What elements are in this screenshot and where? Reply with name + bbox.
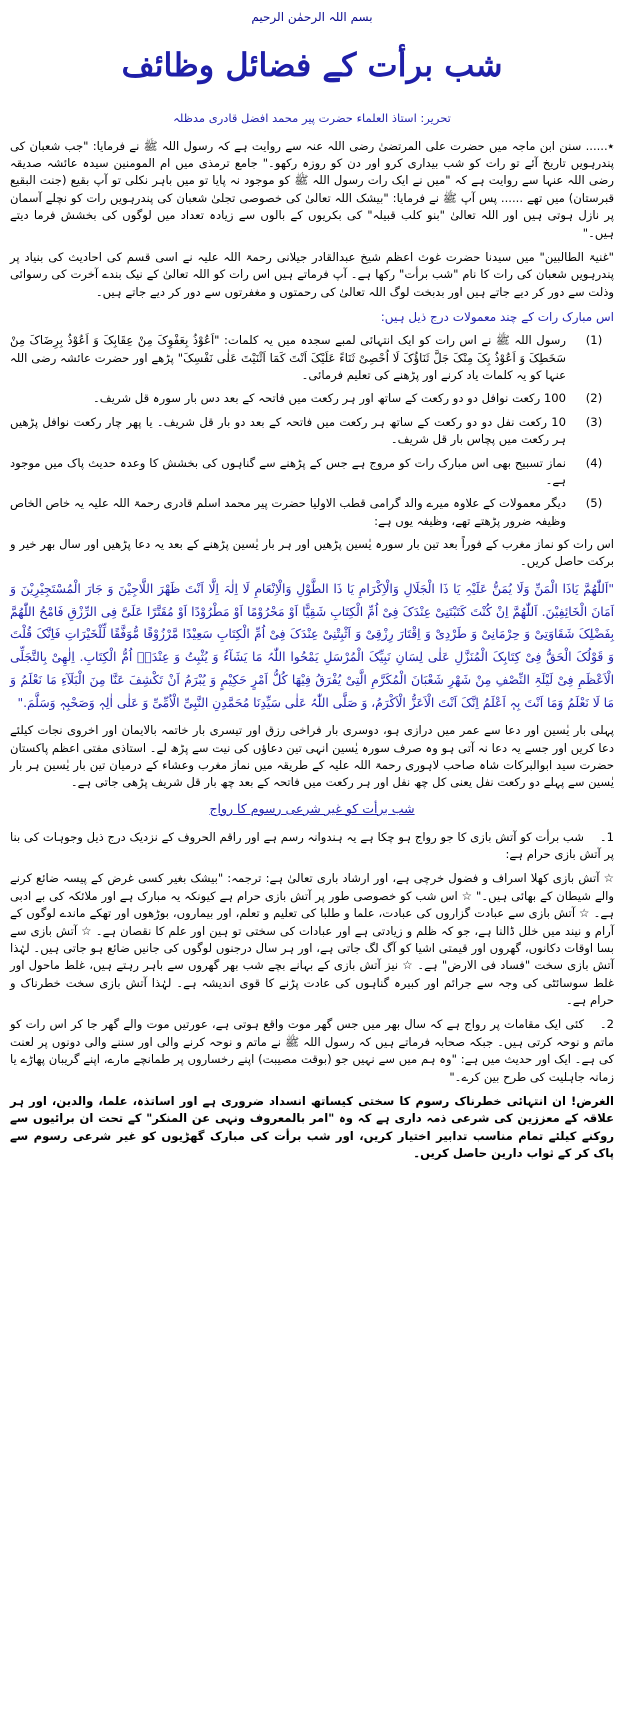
bismillah: بسم اللہ الرحمٰن الرحیم: [251, 10, 373, 24]
author-byline: تحریر: استاذ العلماء حضرت پیر محمد افضل قادری مدظلہ: [173, 111, 451, 126]
list-item-number: (1): [585, 333, 603, 348]
list-item-number: (5): [585, 496, 603, 511]
list-item-text: نماز تسبیح بھی اس مبارک رات کو مروج ہے جس کے پڑھنے سے گناہوں کی بخشش کا وعدہ حدیث پاک میں موجود ہے۔: [10, 455, 566, 487]
list-item-number: (4): [585, 455, 603, 470]
list-item: [10, 332, 614, 384]
list-item-text: رسول اللہ ﷺ نے اس رات کو ایک انتہائی لمبے سجدہ میں یہ کلمات: "اَعُوْذُ بِعَفْوِکَ مِنْ عِقَابِکَ وَ اَعُوْذُ بِرِضَاکَ مِنْ سَخَطِکَ وَ اَعُوْذُ بِکَ مِنْکَ جَلَّ ثَنَاؤُکَ لَا اُحْصِیْ ثَنَاءً عَلَیْکَ اَنْتَ کَمَا اَثْنَیْتَ عَلٰی نَفْسِکَ" پڑھے اور حضرت عائشہ رضی اللہ عنہا کو یہ کلمات یاد کرنے اور پڑھنے کی تعلیم فرمائی۔: [10, 333, 566, 382]
wazifa-intro: اس رات کو نماز مغرب کے فوراً بعد تین بار سورہ یٰسین پڑھیں اور ہر بار یٰسین پڑھنے کے بعد یہ دعا پڑھیں اور سال بھر خیر و برکت حاصل کریں۔: [10, 537, 614, 569]
point-number: 1۔: [599, 829, 614, 844]
list-item-number: (3): [585, 414, 603, 429]
point-item: [10, 829, 614, 864]
list-item: [10, 495, 614, 530]
practices-heading: اس مبارک رات کے چند معمولات درج ذیل ہیں:: [380, 310, 614, 325]
point-item: [10, 870, 614, 1009]
list-item-text: 100 رکعت نوافل دو دو رکعت کے ساتھ اور ہر رکعت میں فاتحہ کے بعد دس بار سورہ قل شریف۔: [92, 391, 566, 406]
point-number: 2۔: [599, 1017, 614, 1032]
point-item: [10, 1016, 614, 1086]
list-item-text: دیگر معمولات کے علاوہ میرے والد گرامی قطب الاولیا حضرت پیر محمد اسلم قادری رحمۃ اللہ علیہ یہ خاص الخاص وظیفہ ضرور پڑھتے تھے، وظیفہ یوں ہے:: [10, 496, 566, 528]
conclusion-paragraph: [10, 1093, 614, 1163]
intro-paragraph: "غنیۃ الطالبین" میں سیدنا حضرت غوث اعظم شیخ عبدالقادر جیلانی رحمۃ اللہ علیہ نے اسی قسم کی احادیث کی بنیاد پر پندرہویں شعبان کی رات کا نام "شب برأت" رکھا ہے۔ آپ فرماتے ہیں اس رات کو اللہ تعالیٰ کے نیک بندے آخرت کی رسوائی وذلت سے دور کر دیے جاتے ہیں اور بدبخت لوگ اللہ تعالیٰ کی رحمتوں و مغفرتوں سے دور کر دیے جاتے ہیں۔: [10, 249, 614, 299]
intro-paragraph: ٭...... سنن ابن ماجہ میں حضرت علی المرتضیٰ رضی اللہ عنہ سے روایت ہے کہ رسول اللہ ﷺ نے فرمایا: "جب شعبان کی پندرہویں تاریخ آئے تو رات کو شب بیداری کرو اور دن کو روزہ رکھو۔" جامع ترمذی میں ام المومنین سیدہ عائشہ صدیقہ رضی اللہ عنہا سے روایت ہے کہ "میں نے ایک رات رسول اللہ ﷺ کو موجود نہ پایا تو میں باہر نکلی تو آپ بقیع (جنت البقیع قبرستان) میں تھے ...... پس آپ ﷺ نے فرمایا: "بیشک اللہ تعالیٰ کی خصوصی تجلیٰ شعبان کی پندرہویں رات کو نچلے آسمان پر نازل ہوتی ہیں اور اللہ تعالیٰ "بنو کلب قبیلہ" کی بکریوں کے بالوں سے زیادہ تعداد میں لوگوں کی بخشش فرما دیتے ہیں۔": [10, 138, 614, 240]
point-text: الغرض! ان انتہائی خطرناک رسوم کا سختی کیساتھ انسداد ضروری ہے اور اساتذہ، علما، والدین، اور ہر علاقہ کے معززین کی شرعی ذمہ داری ہے کہ وہ "امر بالمعروف ونہی عن المنکر" کے تحت ان برائیوں سے روکنے کیلئے تمام مناسب تدابیر اختیار کریں، اور شب برأت کی مبارک گھڑیوں کو غیر شرعی رسوم سے پاک کر کے ثواب دارین حاصل کریں۔: [10, 1094, 614, 1161]
point-text: شب برأت کو آتش بازی کا جو رواج ہو چکا ہے یہ ہندوانہ رسم ہے اور راقم الحروف کے نزدیک درج ذیل وجوہات کی بنا پر آتش بازی حرام ہے:: [10, 829, 614, 861]
list-item-text: 10 رکعت نفل دو دو رکعت کے ساتھ ہر رکعت میں فاتحہ کے بعد دو بار قل شریف۔ یا پھر چار رکعت نوافل پڑھیں ہر رکعت میں پچاس بار قل شریف۔: [10, 414, 566, 447]
point-text: ☆ آتش بازی کھلا اسراف و فضول خرچی ہے، اور ارشاد باری تعالیٰ ہے: ترجمہ: "بیشک بغیر کسی غرض کے پیسہ ضائع کرنے والے شیطان کے بھائی ہیں۔" ☆ اس شب کو خصوصی طور پر آتش بازی حرام ہے کیونکہ یہ مبارک ہے اور ملائکہ کی بے ادبی ہے۔ ☆ آتش بازی سے عبادت گزاروں کی عبادت، علما و طلبا کی تعلیم و تعلم، اور بیماروں، بوڑھوں اور تھکے ماندے لوگوں کے آرام و نیند میں خلل ڈالنا ہے، جو کہ ظلم و زیادتی ہے اور عبادات کی سختی تو ہین اور علم کا نقصان ہے۔ ☆ آتش بازی سے بسا اوقات دکانوں، گھروں اور قیمتی اشیا کو آگ لگ جاتی ہے، اور ہر سال درجنوں لوگوں کی جانیں ضائع ہو جاتی ہیں۔ لہٰذا آتش بازی سخت "فساد فی الارض" ہے۔ ☆ نیز آتش بازی کے بہانے بچے شب بھر گھروں سے باہر رہتے ہیں، غلط ماحول اور غلط سوسائٹی کی وجہ سے جرائم اور کبیرہ گناہوں کی عادت پڑنے کا قوی اندیشہ ہے۔ لہٰذا آتش بازی سخت خطرناک و حرام ہے۔: [10, 871, 614, 1008]
arabic-dua: "اَللّٰھُمَّ یَاذَا الْمَنِّ وَلَا یُمَنُّ عَلَیْہِ یَا ذَا الْجَلَالِ وَالْاِکْرَامِ یَا ذَا الطَّوْلِ وَالْاِنْعَامِ لَا اِلٰہَ اِلَّا اَنْتَ ظَھْرَ اللَّاجِیْنَ وَ جَارَ الْمُسْتَجِیْرِیْنَ وَ اَمَانَ الْخَائِفِیْنَ. اَللّٰھُمَّ اِنْ کُنْتَ کَتَبْتَنِیْ عِنْدَکَ فِیْ اُمِّ الْکِتَابِ شَقِیًّا اَوْ مَحْرُوْمًا اَوْ مَطْرُوْدًا اَوْ مُقَتَّرًا عَلَیَّ فِی الرِّزْقِ فَامْحُ اللّٰھُمَّ بِفَضْلِکَ شَقَاوَتِیْ وَ حِرْمَانِیْ وَ طَرْدِیْ وَ اِقْتَارَ رِزْقِیْ وَ اَثْبِتْنِیْ عِنْدَکَ فِیْ اُمِّ الْکِتَابِ سَعِیْدًا مَّرْزُوْقًا مُّوَفَّقًا لِّلْخَیْرَاتِ فَاِنَّکَ قُلْتَ وَ قَوْلُکَ الْحَقُّ فِیْ کِتَابِکَ الْمُنَزَّلِ عَلٰی لِسَانِ نَبِیِّکَ الْمُرْسَلِ یَمْحُوا اللّٰہُ مَا یَشَآءُ وَ یُثْبِتُ وَ عِنْدَہٗ اُمُّ الْکِتَابِ. اِلٰھِیْ بِالتَّجَلِّی الْاَعْظَمِ فِیْ لَیْلَۃِ النِّصْفِ مِنْ شَھْرِ شَعْبَانَ الْمُکَرَّمِ الَّتِیْ یُفْرَقُ فِیْھَا کُلُّ اَمْرٍ حَکِیْمٍ وَ یُبْرَمُ اَنْ تَکْشِفَ عَنَّا مِنَ الْبَلَآءِ مَا نَعْلَمُ وَ مَا لَا نَعْلَمُ وَمَا اَنْتَ بِہٖ اَعْلَمُ اِنَّکَ اَنْتَ الْاَعَزُّ الْاَکْرَمُ، وَ صَلَّی اللّٰہُ عَلٰی سَیِّدِنَا مُحَمَّدِنِ النَّبِیِّ الْاُمِّیِّ وَ عَلٰی اٰلِہٖ وَصَحْبِہٖ وَسَلَّمَ.": [10, 581, 614, 710]
list-item: [10, 390, 614, 407]
article-page: [10, 0, 614, 1163]
page-title: شب برأت کے فضائل وظائف: [121, 46, 503, 84]
point-text: کئی ایک مقامات پر رواج ہے کہ سال بھر میں جس گھر موت واقع ہوتی ہے، عورتیں موت والے گھر جا کر اس رات کو ماتم و نوحہ کرتی ہیں۔ جبکہ صحابہ فرماتے ہیں کہ رسول اللہ ﷺ نے ماتم و نوحہ کرنے والی اور سننے والی دونوں پر لعنت کی ہے۔ ایک اور حدیث میں ہے: "وہ ہم میں سے نہیں جو (بوقت مصیبت) اپنے رخساروں پر طمانچے مارے، اپنے گریبان پھاڑے یا زمانہ جاہلیت کی طرح بین کرے۔": [10, 1017, 614, 1084]
list-item: [10, 414, 614, 449]
list-item: [10, 455, 614, 490]
section-heading: شب برأت کو غیر شرعی رسوم کا رواج: [209, 800, 415, 816]
after-dua-paragraph: پہلی بار یٰسین اور دعا سے عمر میں درازی ہو، دوسری بار فراخی رزق اور تیسری بار خاتمہ بالایمان اور اخروی نجات کیلئے دعا کریں اور جسے یہ دعا نہ آتی ہو وہ صرف سورہ یٰسین انہی تین دعاؤں کی نیت سے پڑھ لے۔ استاذی مفتی اعظم پاکستان حضرت سید ابوالبرکات شاہ صاحب لاہوری رحمۃ اللہ علیہ کے طریقہ میں نماز مغرب وعشاء کے درمیان تین بار یٰسین ہر بار یٰسین سے پہلے دو رکعت نفل یعنی کل چھ نفل اور ہر رکعت میں فاتحہ کے بعد چھ بار قل شریف پڑھی جاتی ہے۔: [10, 723, 614, 790]
list-item-number: (2): [585, 391, 603, 406]
